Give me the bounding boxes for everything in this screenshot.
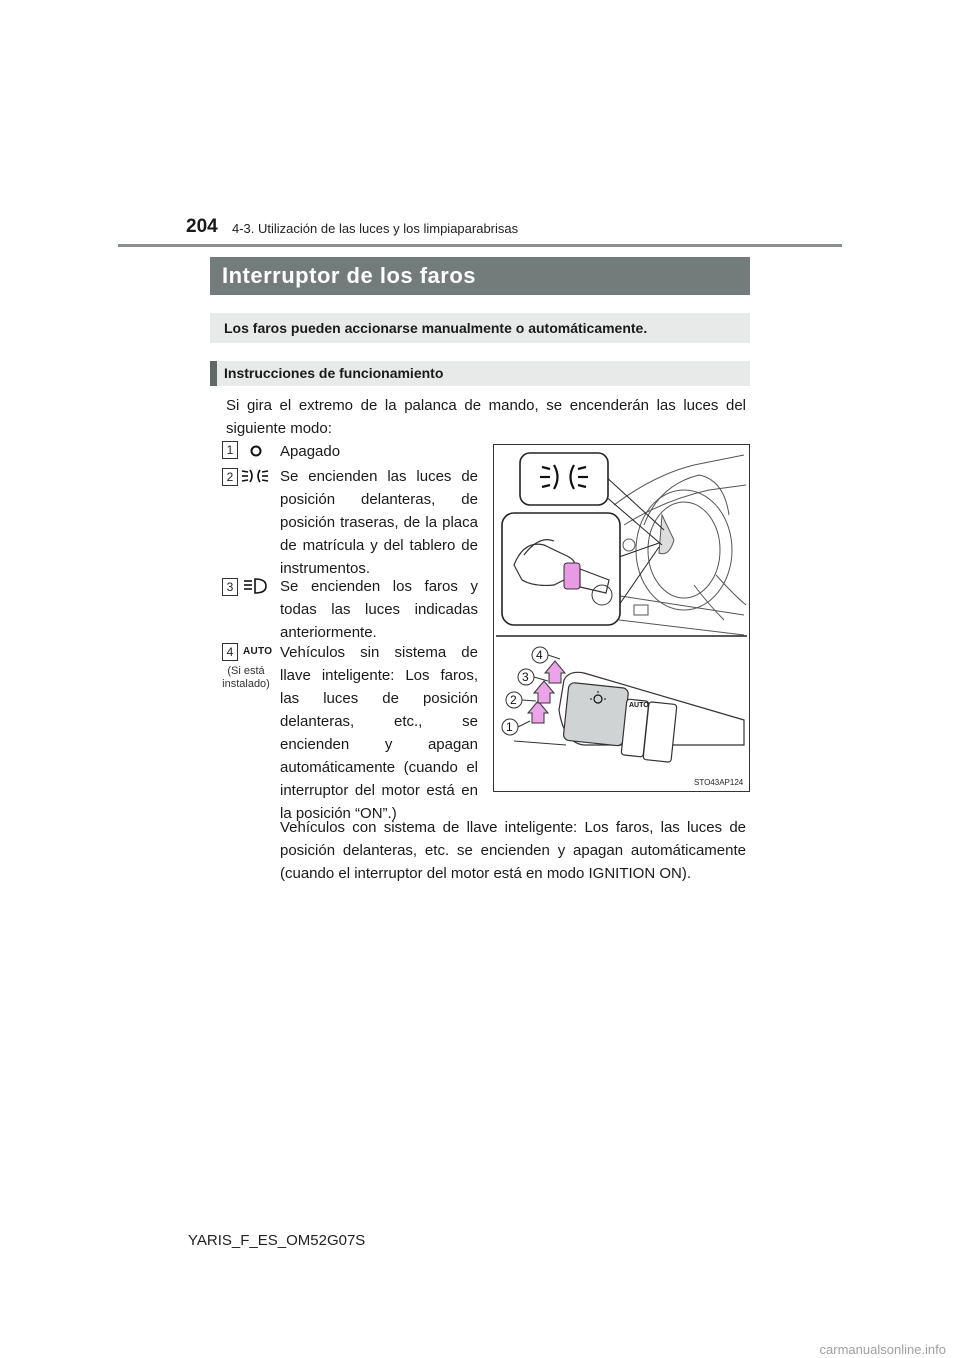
figure-illustration: [494, 445, 749, 791]
item-text-3: Se encienden los faros y todas las luces indicadas anteriormente.: [280, 578, 478, 641]
page-title: Interruptor de los faros: [210, 257, 750, 295]
svg-text:2: 2: [510, 693, 517, 707]
item-text-4: Vehículos sin sistema de llave inteligente: Los faros, las luces de posición delanteras, etc., se encienden y apagan automáticamente (cuando el interruptor del motor está en la posición “ON”.): [280, 644, 478, 822]
sub-heading: Instrucciones de funcionamiento: [210, 361, 750, 386]
document-code: YARIS_F_ES_OM52G07S: [188, 1232, 366, 1249]
dashboard-illustration: [614, 455, 746, 635]
item-text-2: Se encienden las luces de posición delanteras, de posición traseras, de la placa de matrícula y del tablero de instrumentos.: [280, 468, 478, 577]
item-number-1: 1: [222, 441, 238, 459]
intro-box: Los faros pueden accionarse manualmente o automáticamente.: [210, 313, 750, 343]
off-circle-icon: [249, 444, 263, 458]
item-text-1: Apagado: [280, 443, 341, 460]
svg-text:1: 1: [506, 720, 513, 734]
watermark: carmanualsonline.info: [819, 1342, 946, 1357]
item-number-3: 3: [222, 578, 238, 596]
headlight-icon: [243, 577, 267, 595]
item-number-2: 2: [222, 468, 238, 486]
position-lights-icon: [241, 467, 269, 485]
closing-paragraph: Vehículos con sistema de llave inteligente: Los faros, las luces de posición delanteras, etc. se encienden y apagan automáticamente (cuando el interruptor del motor está en modo IGNITION ON).: [280, 819, 746, 882]
auto-icon: AUTO: [243, 646, 273, 657]
installed-note: (Si está instalado): [222, 665, 270, 690]
header-rule: [118, 244, 842, 247]
figure-auto-label: AUTO: [629, 702, 649, 709]
figure-code: STO43AP124: [694, 778, 744, 787]
svg-text:4: 4: [536, 648, 543, 662]
intro-paragraph: Si gira el extremo de la palanca de mando, se encenderán las luces del siguiente modo:: [226, 397, 746, 437]
section-reference: 4-3. Utilización de las luces y los limpiaparabrisas: [232, 221, 519, 236]
page-number: 204: [186, 216, 218, 237]
callout-hand-on-lever: [502, 513, 659, 625]
item-number-4: 4: [222, 643, 238, 661]
headlight-switch-figure: [493, 444, 750, 792]
svg-text:3: 3: [522, 670, 529, 684]
